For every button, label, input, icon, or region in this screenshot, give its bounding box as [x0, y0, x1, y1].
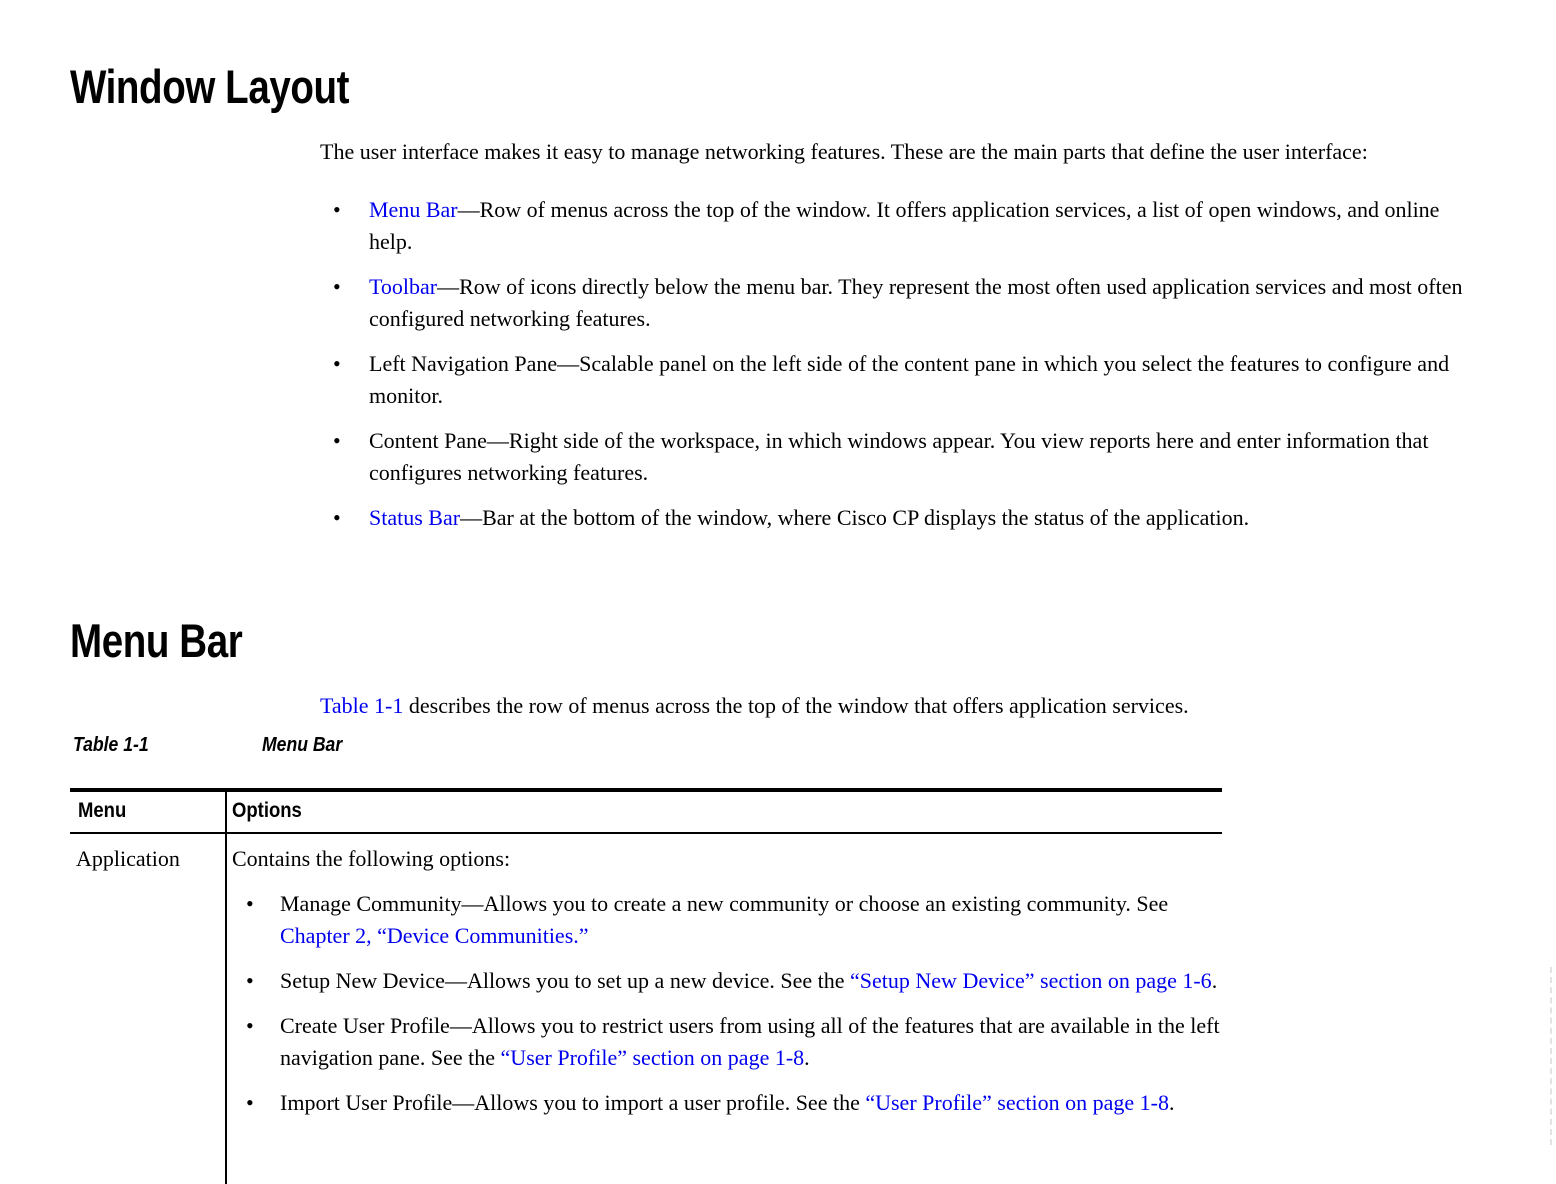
menu-bar-link[interactable]: Menu Bar: [369, 197, 458, 222]
column-header-options: Options: [232, 799, 302, 822]
option-text: .: [1211, 968, 1218, 993]
column-header-menu: Menu: [78, 799, 127, 822]
option-text: .: [804, 1045, 810, 1070]
section-heading-window-layout: Window Layout: [70, 60, 350, 114]
bullet-text: Content Pane—Right side of the workspace, in which windows appear. You view reports here and enter information that configures networking features.: [369, 428, 1429, 485]
list-item: [246, 1087, 1230, 1119]
option-text: Create User Profile—Allows you to restrict users from using all of the features that are available in the left navigation pane. See the: [280, 1013, 1220, 1070]
list-item: [246, 965, 1230, 997]
table-caption-label: Table 1-1: [73, 734, 149, 756]
list-item: [333, 502, 1474, 534]
option-text: Import User Profile—Allows you to import a user profile. See the: [280, 1090, 866, 1115]
user-profile-link[interactable]: “User Profile” section on page 1-8: [865, 1090, 1169, 1115]
option-text: .: [1168, 1090, 1175, 1115]
setup-new-device-link[interactable]: “Setup New Device” section on page 1-6: [850, 968, 1212, 993]
bullet-text: —Bar at the bottom of the window, where Cisco CP displays the status of the application.: [460, 505, 1250, 530]
list-item: [333, 194, 1474, 258]
list-item: [333, 271, 1474, 335]
section-heading-menu-bar: Menu Bar: [70, 614, 243, 668]
bullet-text: —Row of icons directly below the menu bar. They represent the most often used application services and most often configured networking features.: [369, 274, 1463, 331]
table-column-divider: [225, 788, 227, 1184]
table-cell-options-intro: Contains the following options:: [232, 846, 511, 871]
table-intro-text: describes the row of menus across the top of the window that offers application services.: [403, 693, 1189, 718]
table-1-1-link[interactable]: Table 1-1: [320, 693, 404, 718]
bullet-text: —Row of menus across the top of the window. It offers application services, a list of open windows, and online help.: [369, 197, 1440, 254]
list-item: [246, 1010, 1230, 1074]
options-bullet-list: [246, 888, 1226, 1132]
list-item: [246, 888, 1230, 952]
table-caption: [73, 733, 673, 759]
page-edge-mark: [1550, 967, 1552, 1145]
table-top-border: [70, 788, 1222, 792]
option-text: Manage Community—Allows you to create a new community or choose an existing community. See: [280, 891, 1169, 916]
intro-paragraph: The user interface makes it easy to manage networking features. These are the main parts that define the user interface:: [320, 139, 1368, 164]
table-header-separator: [70, 832, 1222, 834]
list-item: [333, 348, 1474, 412]
toolbar-link[interactable]: Toolbar: [369, 274, 438, 299]
status-bar-link[interactable]: Status Bar: [369, 505, 461, 530]
option-text: Setup New Device—Allows you to set up a new device. See the: [280, 968, 851, 993]
window-layout-bullet-list: [333, 194, 1463, 547]
device-communities-link[interactable]: Chapter 2, “Device Communities.”: [280, 923, 589, 948]
table-cell-menu: Application: [76, 846, 180, 871]
bullet-text: Left Navigation Pane—Scalable panel on the left side of the content pane in which you select the features to configure and monitor.: [369, 351, 1450, 408]
table-intro-paragraph: [320, 690, 1472, 722]
table-caption-title: Menu Bar: [262, 734, 343, 756]
list-item: [333, 425, 1474, 489]
user-profile-link[interactable]: “User Profile” section on page 1-8: [500, 1045, 805, 1070]
